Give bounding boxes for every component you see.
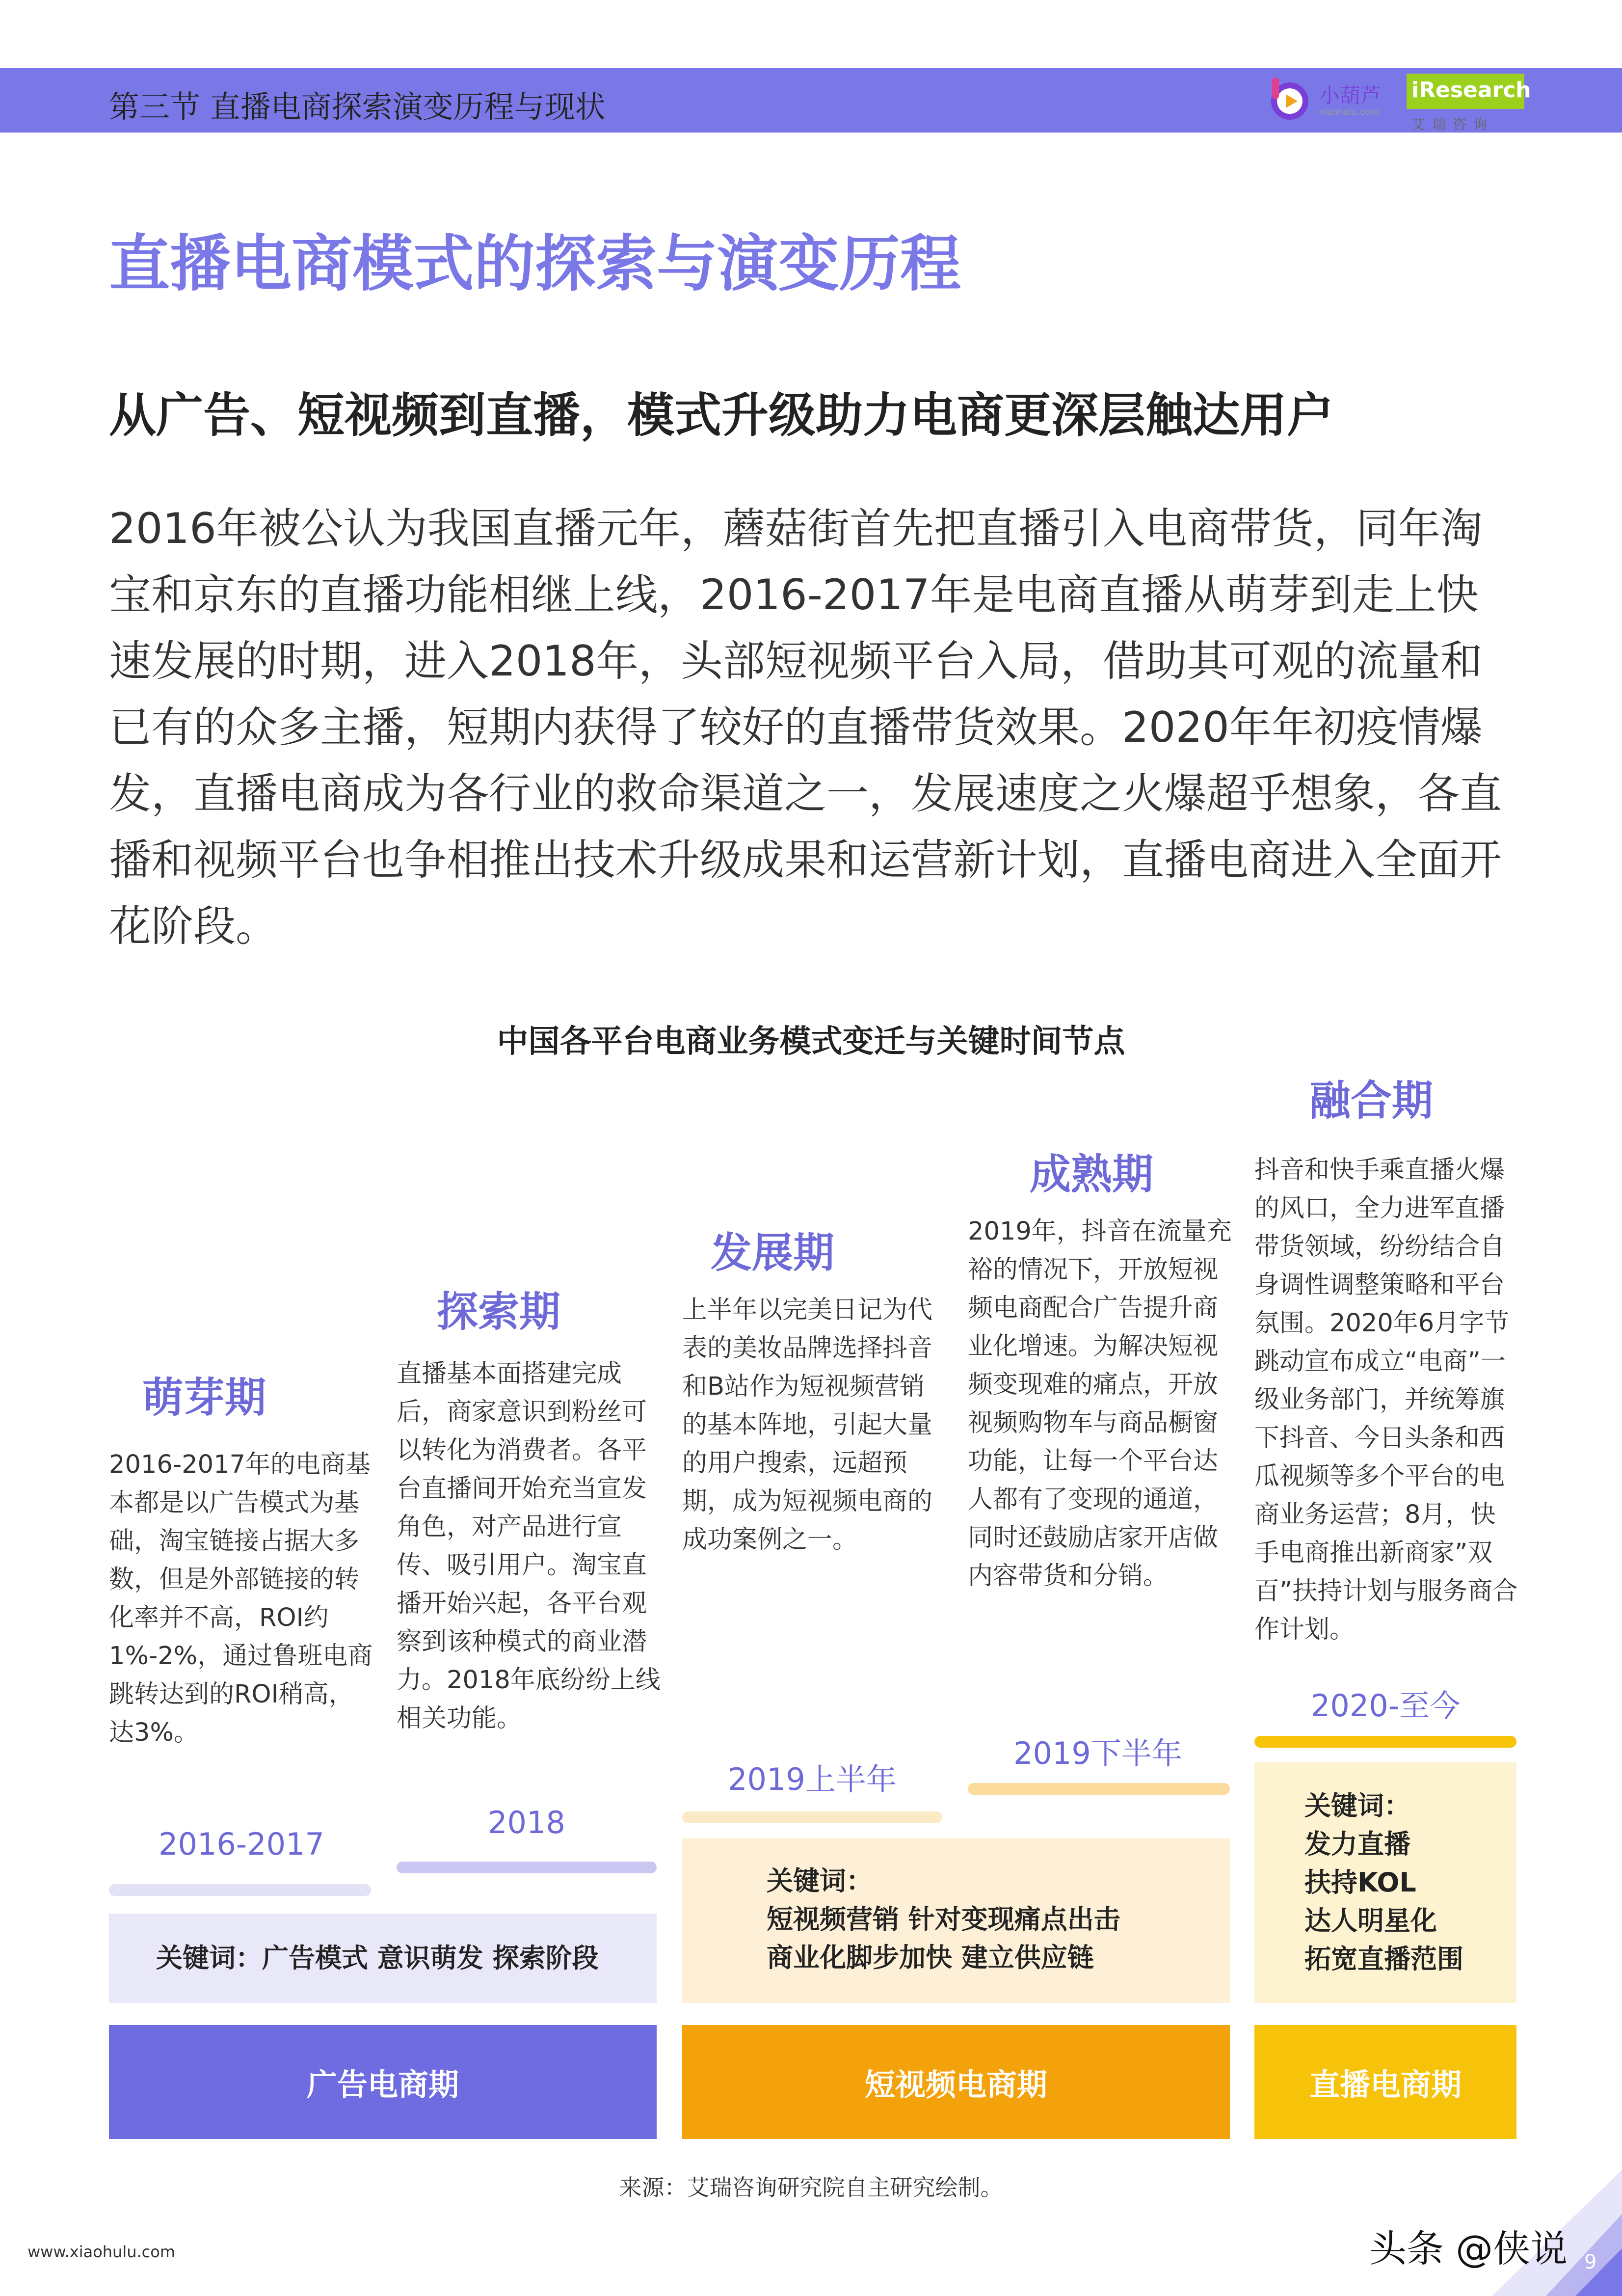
keyword-live-title: 关键词：: [1304, 1790, 1410, 1821]
year-bar-2018: [397, 1862, 657, 1873]
keyword-short-video-line: 商业化脚步加快 建立供应链: [767, 1942, 1094, 1973]
intro-paragraph: 2016年被公认为我国直播元年，蘑菇街首先把直播引入电商带货，同年淘宝和京东的直播功能相继上线，2016-2017年是电商直播从萌芽到走上快速发展的时期，进入2018年，头部短视频平台入局，借助其可观的流量和已有的众多主播，短期内获得了较好的直播带货效果。2020年年初疫情爆发，直播电商成为各行业的救命渠道之一，发展速度之火爆超乎想象，各直播和视频平台也争相推出技术升级成果和运营新计划，直播电商进入全面开花阶段。: [109, 504, 1502, 951]
period-ad-ecommerce: 广告电商期: [109, 2025, 657, 2139]
footer-url: www.xiaohulu.com: [27, 2242, 176, 2261]
iresearch-sub: 艾瑞咨询: [1411, 116, 1494, 133]
keyword-live-line: 发力直播: [1304, 1829, 1410, 1860]
logo-sub: xiaohulu.com: [1319, 107, 1379, 117]
keyword-text-ad: 关键词：广告模式 意识萌发 探索阶段: [156, 1943, 599, 1973]
stage-desc-fusion: 抖音和快手乘直播火爆的风口，全力进军直播带货领域，纷纷结合自身调性调整策略和平台氛围。2020年6月字节跳动宣布成立“电商”一级业务部门，并统筹旗下抖音、今日头条和西瓜视频等多个平台的电商业务运营；8月，快手电商推出新商家”双百”扶持计划与服务商合作计划。: [1254, 1156, 1518, 1644]
keyword-live-line: 扶持KOL: [1304, 1867, 1416, 1898]
section-subtitle: 从广告、短视频到直播，模式升级助力电商更深层触达用户: [109, 388, 1334, 443]
page-number: 9: [1584, 2251, 1597, 2273]
stage-name-fusion: 融合期: [1309, 1077, 1434, 1125]
keyword-live-line: 达人明星化: [1304, 1905, 1437, 1936]
year-label-2019-h1: 2019上半年: [728, 1761, 897, 1797]
stage-desc-explore: 直播基本面搭建完成后，商家意识到粉丝可以转化为消费者。各平台直播间开始充当宣发角色，对产品进行宣传、吸引用户。淘宝直播开始兴起，各平台观察到该种模式的商业潜力。2018年底纷纷上线相关功能。: [397, 1359, 661, 1733]
chart-title: 中国各平台电商业务模式变迁与关键时间节点: [497, 1024, 1125, 1060]
year-bar-2019-h1: [682, 1811, 942, 1823]
keyword-live-line: 拓宽直播范围: [1304, 1944, 1463, 1974]
year-label-2018: 2018: [488, 1805, 565, 1840]
stage-name-mature: 成熟期: [1030, 1150, 1154, 1198]
stage-desc-develop: 上半年以完美日记为代表的美妆品牌选择抖音和B站作为短视频营销的基本阵地，引起大量的用户搜索，远超预期，成为短视频电商的成功案例之一。: [682, 1296, 933, 1554]
source-note: 来源：艾瑞咨询研究院自主研究绘制。: [619, 2174, 1003, 2201]
keyword-short-video-line: 短视频营销 针对变现痛点出击: [767, 1904, 1120, 1935]
stage-name-explore: 探索期: [437, 1288, 561, 1336]
logo-name: 小葫芦: [1319, 83, 1382, 108]
xiaohulu-logo-icon: [1265, 74, 1314, 123]
page-title: 直播电商模式的探索与演变历程: [109, 229, 961, 299]
year-label-2020: 2020-至今: [1310, 1688, 1461, 1724]
period-short-video-ecommerce: 短视频电商期: [682, 2025, 1230, 2139]
year-label-2019-h2: 2019下半年: [1013, 1735, 1182, 1771]
period-live-ecommerce: 直播电商期: [1254, 2025, 1516, 2139]
section-title: 第三节 直播电商探索演变历程与现状: [109, 89, 606, 125]
stage-desc-sprout: 2016-2017年的电商基本都是以广告模式为基础，淘宝链接占据大多数，但是外部链接的转化率并不高，ROI约1%-2%，通过鲁班电商跳转达到的ROI稍高，达3%。: [109, 1450, 373, 1747]
watermark: 头条 @侠说: [1369, 2227, 1568, 2270]
keyword-short-video-title: 关键词：: [767, 1865, 873, 1896]
year-label-2016-2017: 2016-2017: [159, 1826, 324, 1862]
stage-desc-mature: 2019年，抖音在流量充裕的情况下，开放短视频电商配合广告提升商业化增速。为解决短视频变现难的痛点，开放视频购物车与商品橱窗功能，让每一个平台达人都有了变现的通道，同时还鼓励店家开店做内容带货和分销。: [968, 1217, 1232, 1591]
year-bar-2020: [1254, 1736, 1516, 1748]
stage-name-sprout: 萌芽期: [142, 1374, 266, 1422]
year-bar-2019-h2: [968, 1783, 1230, 1795]
stage-name-develop: 发展期: [711, 1229, 835, 1277]
year-bar-2016-2017: [109, 1884, 371, 1896]
iresearch-brand: iResearch: [1411, 78, 1531, 103]
